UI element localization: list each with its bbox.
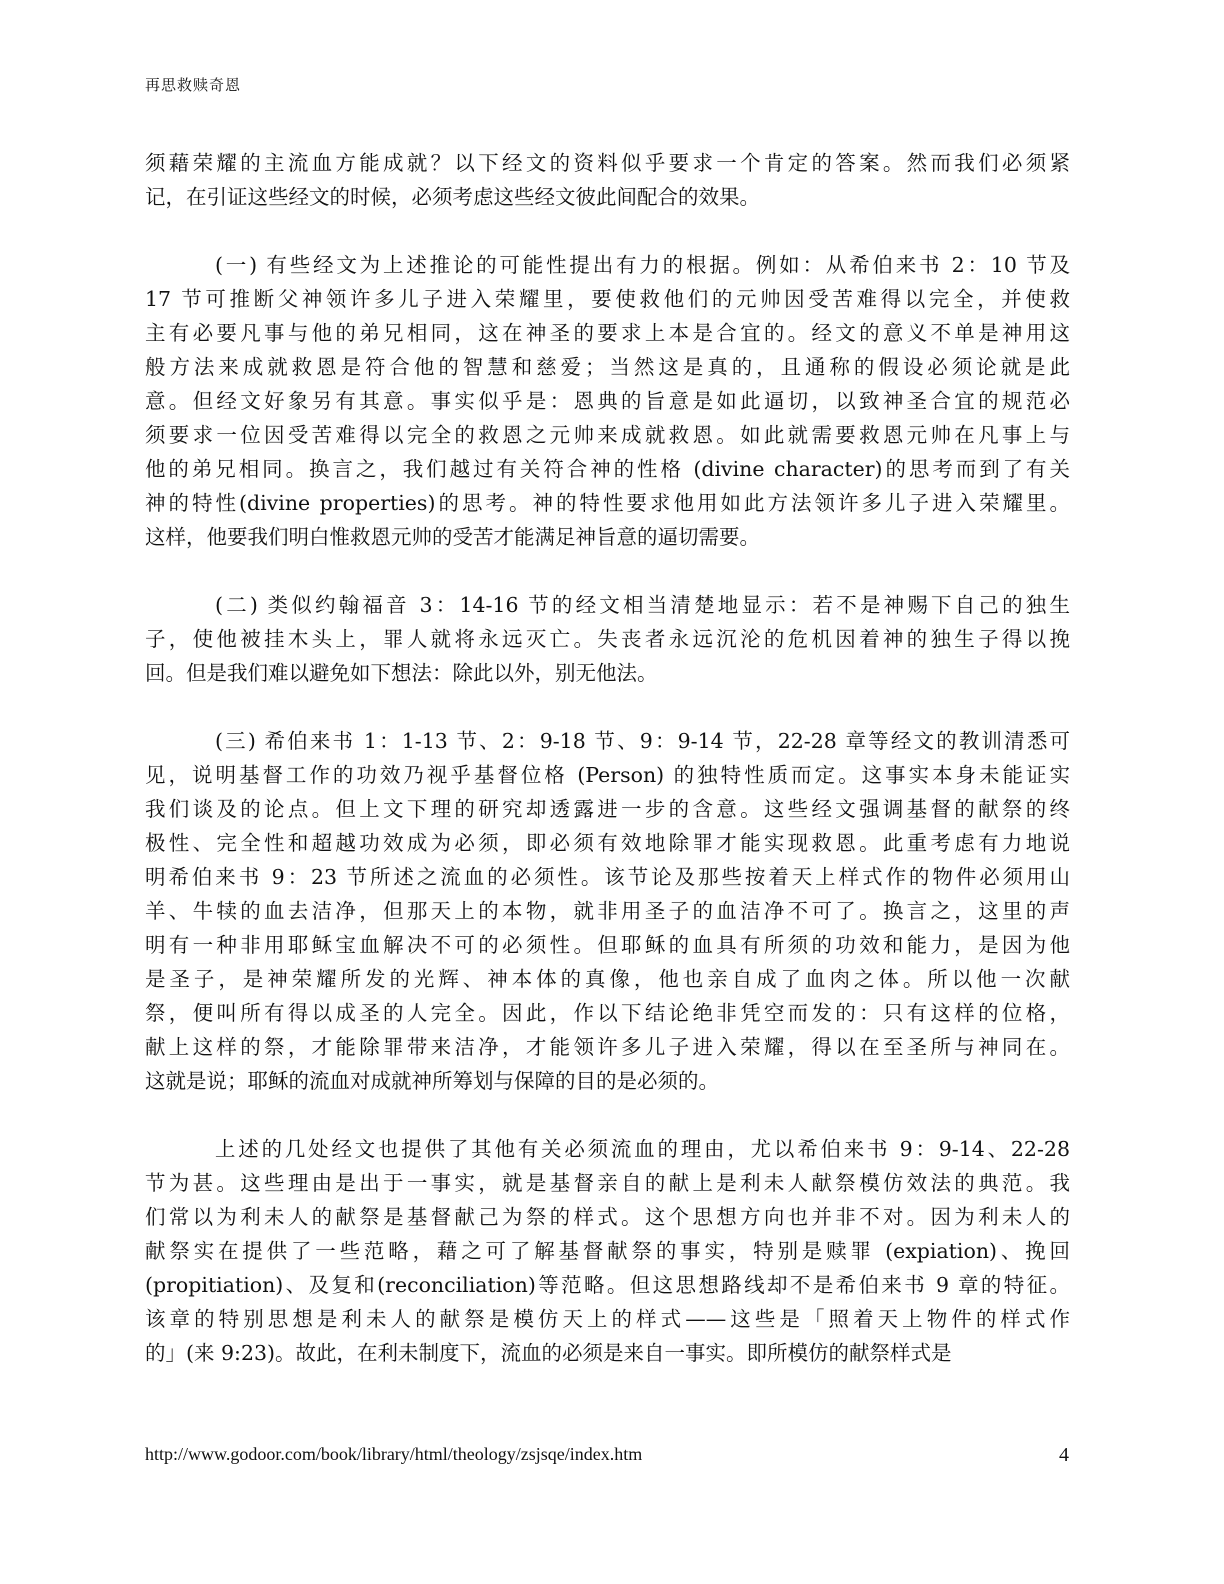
text-line: 献祭实在提供了一些范略，藉之可了解基督献祭的事实，特别是赎罪 (expiation)、挽回 [145, 1239, 1070, 1263]
text-line: 主有必要凡事与他的弟兄相同，这在神圣的要求上本是合宜的。经文的意义不单是神用这 [145, 321, 1070, 345]
text-line: 回。但是我们难以避免如下想法：除此以外，别无他法。 [145, 661, 658, 685]
running-header: 再思救赎奇恩 [145, 76, 242, 94]
text-line: 神的特性(divine properties)的思考。神的特性要求他用如此方法领许多儿子进入荣耀里。 [145, 491, 1070, 515]
text-line: 这样，他要我们明白惟救恩元帅的受苦才能满足神旨意的逼切需要。 [145, 525, 760, 549]
text-line: 极性、完全性和超越功效成为必须，即必须有效地除罪才能实现救恩。此重考虑有力地说 [145, 831, 1070, 855]
document-body [145, 146, 1070, 1370]
text-line: (三) 希伯来书 1：1-13 节、2：9-18 节、9：9-14 节，22-28 章等经文的教训清悉可 [215, 729, 1070, 753]
text-line: 子，使他被挂木头上，罪人就将永远灭亡。失丧者永远沉沦的危机因着神的独生子得以挽 [145, 627, 1070, 651]
text-line: 上述的几处经文也提供了其他有关必须流血的理由，尤以希伯来书 9：9-14、22-28 [215, 1137, 1070, 1161]
text-line: 他的弟兄相同。换言之，我们越过有关符合神的性格 (divine character)的思考而到了有关 [145, 457, 1070, 481]
text-line: (propitiation)、及复和(reconciliation)等范略。但这思想路线却不是希伯来书 9 章的特征。 [145, 1273, 1070, 1297]
text-line: 是圣子，是神荣耀所发的光辉、神本体的真像，他也亲自成了血肉之体。所以他一次献 [145, 967, 1070, 991]
text-line: 节为甚。这些理由是出于一事实，就是基督亲自的献上是利未人献祭模仿效法的典范。我 [145, 1171, 1070, 1195]
paragraph [145, 588, 1070, 690]
text-line: 该章的特别思想是利未人的献祭是模仿天上的样式——这些是「照着天上物件的样式作 [145, 1307, 1070, 1331]
text-line: 我们谈及的论点。但上文下理的研究却透露进一步的含意。这些经文强调基督的献祭的终 [145, 797, 1070, 821]
text-line: 明有一种非用耶稣宝血解决不可的必须性。但耶稣的血具有所须的功效和能力，是因为他 [145, 933, 1070, 957]
text-line: (二) 类似约翰福音 3：14-16 节的经文相当清楚地显示：若不是神赐下自己的独生 [215, 593, 1070, 617]
paragraph [145, 248, 1070, 554]
text-line: 见，说明基督工作的功效乃视乎基督位格 (Person) 的独特性质而定。这事实本身未能证实 [145, 763, 1070, 787]
text-line: 明希伯来书 9：23 节所述之流血的必须性。该节论及那些按着天上样式作的物件必须用山 [145, 865, 1070, 889]
text-line: 这就是说；耶稣的流血对成就神所筹划与保障的目的是必须的。 [145, 1069, 719, 1093]
paragraph [145, 724, 1070, 1098]
text-line: 记，在引证这些经文的时候，必须考虑这些经文彼此间配合的效果。 [145, 185, 760, 209]
text-line: 意。但经文好象另有其意。事实似乎是：恩典的旨意是如此逼切，以致神圣合宜的规范必 [145, 389, 1070, 413]
page-number: 4 [1059, 1444, 1069, 1466]
text-line: (一) 有些经文为上述推论的可能性提出有力的根据。例如：从希伯来书 2：10 节及 [215, 253, 1070, 277]
text-line: 17 节可推断父神领许多儿子进入荣耀里，要使救他们的元帅因受苦难得以完全，并使救 [145, 287, 1070, 311]
paragraph [145, 1132, 1070, 1370]
text-line: 们常以为利未人的献祭是基督献己为祭的样式。这个思想方向也并非不对。因为利未人的 [145, 1205, 1070, 1229]
text-line: 须藉荣耀的主流血方能成就？以下经文的资料似乎要求一个肯定的答案。然而我们必须紧 [145, 151, 1070, 175]
text-line: 的」(来 9:23)。故此，在利未制度下，流血的必须是来自一事实。即所模仿的献祭样式是 [145, 1341, 952, 1365]
text-line: 羊、牛犊的血去洁净，但那天上的本物，就非用圣子的血洁净不可了。换言之，这里的声 [145, 899, 1070, 923]
text-line: 须要求一位因受苦难得以完全的救恩之元帅来成就救恩。如此就需要救恩元帅在凡事上与 [145, 423, 1070, 447]
footer-url[interactable]: http://www.godoor.com/book/library/html/theology/zsjsqe/index.htm [145, 1444, 643, 1464]
text-line: 般方法来成就救恩是符合他的智慧和慈爱；当然这是真的，且通称的假设必须论就是此 [145, 355, 1070, 379]
text-line: 献上这样的祭，才能除罪带来洁净，才能领许多儿子进入荣耀，得以在至圣所与神同在。 [145, 1035, 1070, 1059]
text-line: 祭，便叫所有得以成圣的人完全。因此，作以下结论绝非凭空而发的：只有这样的位格， [145, 1001, 1070, 1025]
paragraph [145, 146, 1070, 214]
